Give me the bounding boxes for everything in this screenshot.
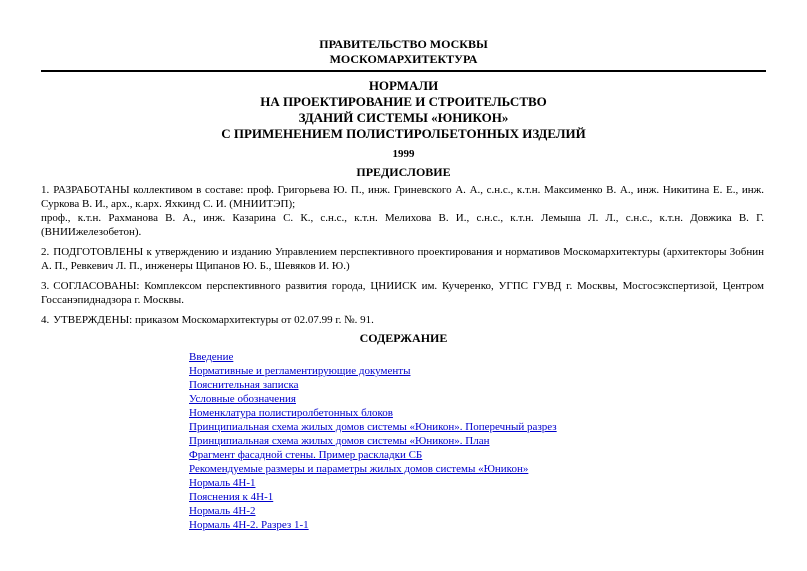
toc-link-symbols[interactable]: Условные обозначения	[189, 393, 296, 405]
preface-list	[41, 183, 764, 333]
toc-link-introduction[interactable]: Введение	[189, 351, 234, 363]
toc-link-norm-4n1[interactable]: Нормаль 4Н-1	[189, 477, 256, 489]
toc-link-plan-scheme[interactable]: Принципиальная схема жилых домов системы «Юникон». План	[189, 435, 490, 447]
preface-item	[41, 313, 764, 327]
org-name: ПРАВИТЕЛЬСТВО МОСКВЫ	[319, 37, 488, 51]
item-text: УТВЕРЖДЕНЫ: приказом Москомархитектуры от 02.07.99 г. №. 91.	[53, 314, 374, 326]
preface-item	[41, 183, 764, 239]
item-text: СОГЛАСОВАНЫ: Комплексом перспективного развития города, ЦНИИСК им. Кучеренко, УГПС ГУВД г. Москвы, Мосгосэкспертизой, Центром Госсанэпиднадзора г. Москвы.	[41, 280, 764, 306]
toc-link-regulations[interactable]: Нормативные и регламентирующие документы	[189, 365, 411, 377]
item-number: 1.	[41, 184, 50, 196]
item-number: 3.	[41, 280, 50, 292]
toc-link-notes-4n1[interactable]: Пояснения к 4Н-1	[189, 491, 274, 503]
toc-link-explanatory-note[interactable]: Пояснительная записка	[189, 379, 299, 391]
preface-item	[41, 279, 764, 307]
item-text: проф., к.т.н. Рахманова В. А., инж. Казарина С. К., с.н.с., к.т.н. Мелихова В. И., с.н.с., к.т.н. Лемыша Л. Л., с.н.с., к.т.н. Довжика В. Г. (ВНИИжелезобетон).	[41, 212, 764, 238]
document-title	[0, 78, 807, 142]
title-line: НА ПРОЕКТИРОВАНИЕ И СТРОИТЕЛЬСТВО	[260, 94, 547, 109]
toc-link-facade-fragment[interactable]: Фрагмент фасадной стены. Пример раскладки СБ	[189, 449, 423, 461]
item-number: 4.	[41, 314, 50, 326]
title-line: ЗДАНИЙ СИСТЕМЫ «ЮНИКОН»	[298, 110, 509, 125]
header-divider	[41, 70, 766, 72]
preface-item	[41, 245, 764, 273]
toc-link-norm-4n2[interactable]: Нормаль 4Н-2	[189, 505, 256, 517]
toc-link-cross-section-scheme[interactable]: Принципиальная схема жилых домов системы «Юникон». Поперечный разрез	[189, 421, 557, 433]
toc-link-recommended-sizes[interactable]: Рекомендуемые размеры и параметры жилых домов системы «Юникон»	[189, 463, 529, 475]
item-text: РАЗРАБОТАНЫ коллективом в составе: проф. Григорьева Ю. П., инж. Гриневского А. А., с.н.с., к.т.н. Максименко В. А., инж. Никитина Е. Е., инж. Суркова В. И., арх., к.арх. Яхкинд С. И. (МНИИТЭП);	[41, 184, 764, 210]
toc-link-block-nomenclature[interactable]: Номенклатура полистиролбетонных блоков	[189, 407, 393, 419]
org-department: МОСКОМАРХИТЕКТУРА	[329, 52, 478, 66]
title-line: НОРМАЛИ	[368, 78, 439, 93]
document-year: 1999	[392, 148, 415, 160]
preface-heading: ПРЕДИСЛОВИЕ	[356, 165, 451, 179]
toc-link-norm-4n2-section[interactable]: Нормаль 4Н-2. Разрез 1-1	[189, 519, 309, 531]
item-number: 2.	[41, 246, 50, 258]
table-of-contents	[189, 350, 689, 532]
item-text: ПОДГОТОВЛЕНЫ к утверждению и изданию Управлением перспективного проектирования и нормативов Москомархитектуры (архитекторы Зобнин А. П., Ревкевич Л. П., инженеры Щипанов Ю. Б., Шевяков И. Ю.)	[41, 246, 764, 272]
title-line: С ПРИМЕНЕНИЕМ ПОЛИСТИРОЛБЕТОННЫХ ИЗДЕЛИЙ	[221, 126, 586, 141]
contents-heading: СОДЕРЖАНИЕ	[359, 331, 448, 345]
